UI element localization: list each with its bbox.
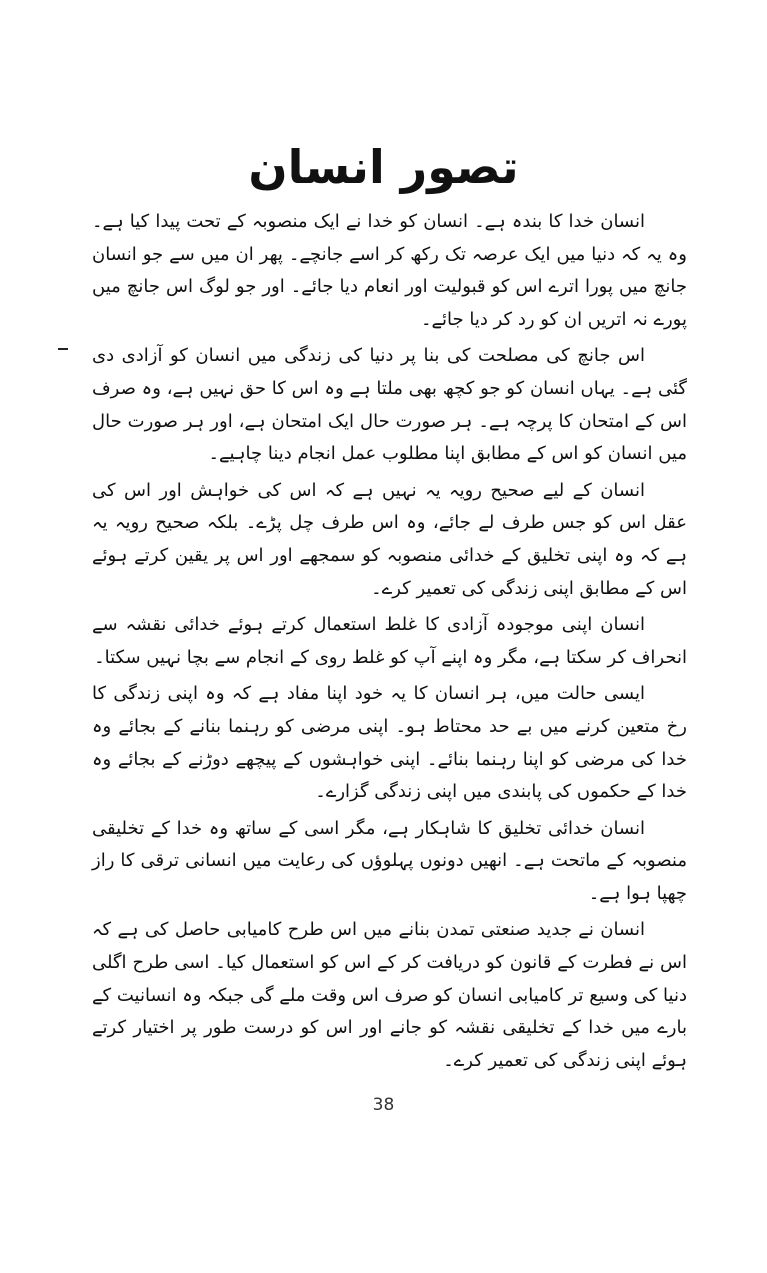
paragraph: ایسی حالت میں، ہر انسان کا یہ خود اپنا مفاد ہے کہ وہ اپنی زندگی کا رخ متعین کرنے میں بے حد محتاط ہو۔ اپنی مرضی کو رہنما بنانے کے بجائے وہ خدا کی مرضی کو اپنا رہنما بنائے۔ اپنی خواہشوں کے پیچھے دوڑنے کے بجائے وہ خدا کے حکموں کی پابندی میں اپنی زندگی گزارے۔ [92,683,687,803]
paragraph: انسان خدا کا بندہ ہے۔ انسان کو خدا نے ایک منصوبہ کے تحت پیدا کیا ہے۔ وہ یہ کہ دنیا میں ایک عرصہ تک رکھ کر اسے جانچے۔ پھر ان میں سے جو انسان جانچ میں پورا اترے اس کو قبولیت اور انعام دیا جائے۔ اور جو لوگ اس جانچ میں پورے نہ اتریں ان کو رد کر دیا جائے۔ [92,211,687,330]
paragraph: انسان نے جدید صنعتی تمدن بنانے میں اس طرح کامیابی حاصل کی ہے کہ اس نے فطرت کے قانون کو دریافت کر کے اس کو استعمال کیا۔ اسی طرح اگلی دنیا کی وسیع تر کامیابی انسان کو صرف اس وقت ملے گی جبکہ وہ انسانیت کے بارے میں خدا کے تخلیقی نقشہ کو جانے اور اس کو درست طور پر اختیار کرتے ہوئے اپنی زندگی کی تعمیر کرے۔ [92,919,687,1071]
page-title: تصور انسان [248,140,519,194]
paragraph: انسان کے لیے صحیح رویہ یہ نہیں ہے کہ اس کی خواہش اور اس کی عقل اس کو جس طرف لے جائے، وہ اس طرف چل پڑے۔ بلکہ صحیح رویہ یہ ہے کہ وہ اپنی تخلیق کے خدائی منصوبہ کو سمجھے اور اس پر یقین کرتے ہوئے اس کے مطابق اپنی زندگی کی تعمیر کرے۔ [92,479,687,599]
scan-mark [58,348,68,350]
body-text [92,206,687,1081]
page-number: 38 [372,1095,395,1115]
paragraph: انسان خدائی تخلیق کا شاہکار ہے، مگر اسی کے ساتھ وہ خدا کے تخلیقی منصوبہ کے ماتحت ہے۔ انھیں دونوں پہلوؤں کی رعایت میں انسانی ترقی کا راز چھپا ہوا ہے۔ [92,817,687,904]
paragraph: اس جانچ کی مصلحت کی بنا پر دنیا کی زندگی میں انسان کو آزادی دی گئی ہے۔ یہاں انسان کو جو کچھ بھی ملتا ہے وہ اس کا حق نہیں ہے، وہ صرف اس کے امتحان کا پرچہ ہے۔ ہر صورت حال ایک امتحان ہے، اور ہر صورت حال میں انسان کو اس کے مطابق اپنا مطلوب عمل انجام دینا چاہیے۔ [92,345,687,465]
paragraph: انسان اپنی موجودہ آزادی کا غلط استعمال کرتے ہوئے خدائی نقشہ سے انحراف کر سکتا ہے، مگر وہ اپنے آپ کو غلط روی کے انجام سے بچا نہیں سکتا۔ [92,614,687,668]
